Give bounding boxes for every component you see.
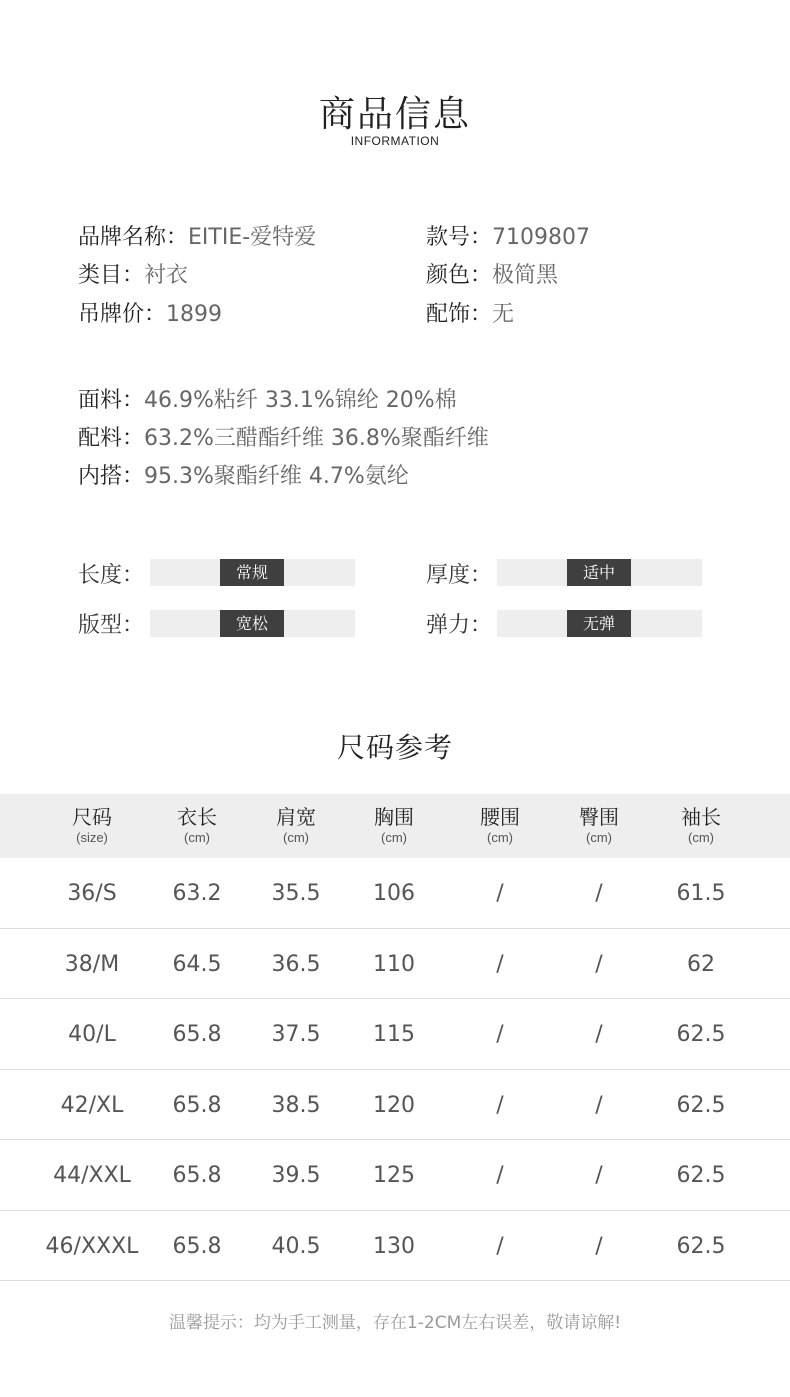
row-divider [0,1069,790,1070]
table-cell: / [496,881,504,906]
attr-elasticity-label: 弹力： [426,613,493,638]
attr-elasticity-tag: 无弹 [567,610,631,637]
table-cell: / [496,1022,504,1047]
column-header [339,804,449,846]
table-cell: / [496,1092,504,1118]
table-cell: 65.8 [172,1163,222,1188]
column-header-unit: (cm) [586,830,612,845]
table-cell: / [595,951,603,977]
info-value: 1899 [166,302,223,327]
table-cell: / [595,1092,603,1118]
table-cell: 35.5 [271,881,321,906]
material-key: 面料： [78,388,145,413]
column-header-label: 肩宽 [276,805,316,829]
row-divider [0,1210,790,1211]
table-cell: 46/XXXL [45,1233,139,1259]
row-divider [0,1280,790,1281]
table-cell: 106 [373,881,415,906]
table-cell: 115 [373,1022,415,1047]
table-cell: 130 [373,1233,415,1259]
table-cell: 65.8 [172,1022,222,1047]
table-cell: 125 [373,1163,415,1188]
info-style-no [426,224,590,252]
info-brand [78,224,316,252]
info-value: 衬衣 [144,263,189,288]
material-value: 46.9%粘纤 33.1%锦纶 20%棉 [144,388,457,413]
attr-thickness-label: 厚度： [426,563,493,588]
attr-fit-bar [150,610,355,637]
table-cell: 44/XXL [53,1163,131,1188]
material-key: 配料： [78,426,145,451]
row-divider [0,998,790,999]
table-cell: 40.5 [271,1233,321,1259]
table-cell: / [496,951,504,977]
table-cell: 62.5 [676,1022,726,1047]
column-header-label: 胸围 [374,805,414,829]
table-cell: 38/M [64,951,120,977]
measurement-note: 温馨提示：均为手工测量，存在1-2CM左右误差，敬请谅解! [168,1313,622,1333]
row-divider [0,928,790,929]
table-cell: 37.5 [271,1022,321,1047]
column-header [445,804,555,846]
info-key: 品牌名称： [78,225,189,250]
table-cell: / [595,1163,603,1188]
material-key: 内搭： [78,464,145,489]
info-key: 吊牌价： [78,302,167,327]
table-cell: 62 [687,951,715,977]
info-value: 无 [492,302,515,327]
column-header [37,804,147,846]
row-divider [0,1139,790,1140]
table-cell: 62.5 [676,1163,726,1188]
material-trim [78,425,489,453]
info-value: 极简黑 [492,263,559,288]
column-header-unit: (cm) [184,830,210,845]
column-header-unit: (cm) [381,830,407,845]
page-title: 商品信息 [318,94,471,135]
table-cell: 64.5 [172,951,222,977]
column-header-unit: (cm) [487,830,513,845]
info-value: EITIE-爱特爱 [188,225,317,250]
attr-thickness-bar [497,559,702,586]
info-key: 颜色： [426,263,493,288]
attr-thickness-tag: 适中 [567,559,631,586]
table-cell: 39.5 [271,1163,321,1188]
column-header-label: 尺码 [72,805,112,829]
table-cell: 36/S [67,881,117,906]
material-value: 95.3%聚酯纤维 4.7%氨纶 [144,464,409,489]
column-header [142,804,252,846]
column-header-label: 衣长 [177,805,217,829]
info-accessory [426,301,514,329]
table-cell: / [595,1022,603,1047]
info-key: 配饰： [426,302,493,327]
column-header-label: 腰围 [480,805,520,829]
table-cell: / [595,1233,603,1259]
column-header-unit: (cm) [688,830,714,845]
column-header-label: 臀围 [579,805,619,829]
table-cell: 40/L [68,1022,116,1047]
info-color [426,262,558,290]
material-value: 63.2%三醋酯纤维 36.8%聚酯纤维 [144,426,489,451]
column-header-unit: (cm) [283,830,309,845]
attr-fit-tag: 宽松 [220,610,284,637]
table-cell: 120 [373,1092,415,1118]
attr-length-tag: 常规 [220,559,284,586]
info-category [78,262,188,290]
table-cell: 62.5 [676,1233,726,1259]
attr-length-bar [150,559,355,586]
info-key: 款号： [426,225,493,250]
table-cell: 36.5 [271,951,321,977]
info-value: 7109807 [492,225,590,250]
table-cell: 42/XL [60,1092,124,1118]
attr-fit-label: 版型： [78,613,145,638]
table-cell: 62.5 [676,1092,726,1118]
table-cell: 63.2 [172,881,222,906]
table-cell: / [496,1163,504,1188]
page-subtitle: INFORMATION [350,134,440,148]
column-header [544,804,654,846]
table-cell: 61.5 [676,881,726,906]
column-header-unit: (size) [76,830,108,845]
attr-length-label: 长度： [78,563,145,588]
info-key: 类目： [78,263,145,288]
info-price [78,301,222,329]
table-cell: 38.5 [271,1092,321,1118]
table-cell: 65.8 [172,1233,222,1259]
column-header [241,804,351,846]
column-header-label: 袖长 [681,805,721,829]
column-header [646,804,756,846]
size-chart-title: 尺码参考 [336,731,453,764]
table-cell: / [496,1233,504,1259]
material-fabric [78,387,457,415]
table-cell: 65.8 [172,1092,222,1118]
material-lining [78,463,409,491]
attr-elasticity-bar [497,610,702,637]
table-cell: 110 [373,951,415,977]
table-cell: / [595,881,603,906]
